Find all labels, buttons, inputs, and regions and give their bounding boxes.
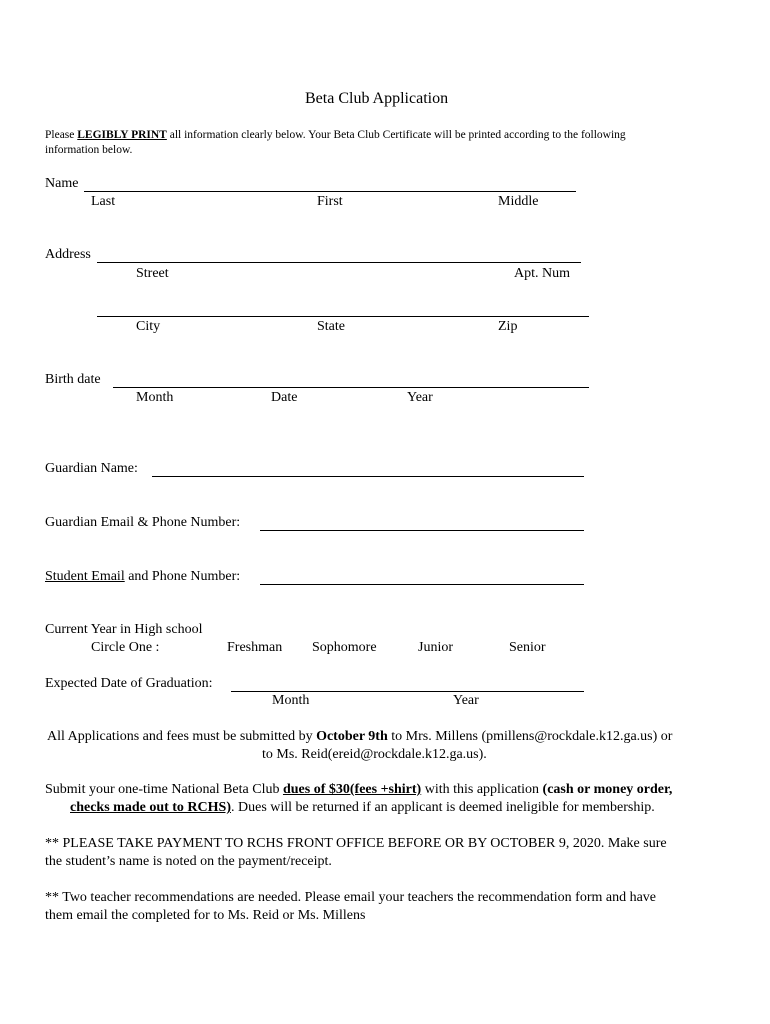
dues-f: . Dues will be returned if an applicant is deemed ineligible for membership. [231,800,655,815]
name-sub-first: First [317,194,343,209]
birth-sub-date: Date [271,390,298,405]
address-sub-state: State [317,319,345,334]
dues-line1 [45,782,672,798]
address-sub-apt: Apt. Num [514,266,570,281]
guardian-contact-line[interactable] [260,530,584,531]
birth-date-label: Birth date [45,372,101,387]
address-sub-city: City [136,319,161,334]
option-sophomore[interactable]: Sophomore [312,640,377,655]
address-city-line[interactable] [97,316,589,317]
graduation-sub-month: Month [272,693,310,708]
dues-amount: dues of $30(fees +shirt) [282,782,422,797]
dues-payment-method: (cash or money order, [542,782,673,797]
option-freshman[interactable]: Freshman [227,640,283,655]
recommendation-note-line2: them email the completed for to Ms. Reid or Ms. Millens [45,908,366,923]
birth-sub-year: Year [407,390,433,405]
address-sub-zip: Zip [498,319,518,334]
student-email-underlined: Student Email [45,569,125,584]
dues-checks: checks made out to RCHS) [70,800,231,815]
graduation-label: Expected Date of Graduation: [45,676,213,691]
submission-p1c: to Mrs. Millens (pmillens@rockdale.k12.ga.us) or [387,729,673,744]
submission-line1 [47,729,672,745]
recommendation-note-line1: ** Two teacher recommendations are needed. Please email your teachers the recommendation form and have [45,890,657,905]
dues-line2 [70,800,655,816]
graduation-sub-year: Year [453,693,479,708]
address-street-line[interactable] [97,262,581,263]
student-contact-line[interactable] [260,584,584,585]
address-label: Address [45,247,91,262]
circle-one-label: Circle One : [91,640,160,655]
submission-p1a: All Applications and fees must be submitted by [47,729,317,744]
student-contact-rest: and Phone Number: [124,569,241,584]
dues-c: with this application [421,782,543,797]
intro-part1: Please [45,129,78,141]
submission-line2: to Ms. Reid(ereid@rockdale.k12.ga.us). [262,747,487,762]
guardian-name-line[interactable] [152,476,584,477]
student-contact-label [45,569,240,585]
current-year-label: Current Year in High school [45,622,203,637]
name-input-line[interactable] [84,191,576,192]
birth-date-line[interactable] [113,387,589,388]
option-junior[interactable]: Junior [418,640,453,655]
guardian-contact-label: Guardian Email & Phone Number: [45,515,241,530]
intro-emphasis: LEGIBLY PRINT [77,129,167,141]
intro-line2: information below. [45,144,133,156]
guardian-name-label: Guardian Name: [45,461,138,476]
dues-a: Submit your one-time National Beta Club [45,782,283,797]
intro-text [45,128,626,143]
intro-part2: all information clearly below. Your Beta Club Certificate will be printed according to the following [166,129,626,141]
name-sub-middle: Middle [498,194,539,209]
payment-note-line2: the student’s name is noted on the payment/receipt. [45,854,332,869]
name-sub-last: Last [91,194,116,209]
payment-note-line1: ** PLEASE TAKE PAYMENT TO RCHS FRONT OFFICE BEFORE OR BY OCTOBER 9, 2020. Make sure [45,836,667,851]
birth-sub-month: Month [136,390,174,405]
option-senior[interactable]: Senior [509,640,546,655]
page-title: Beta Club Application [305,90,449,107]
address-sub-street: Street [136,266,169,281]
name-label: Name [45,176,79,191]
graduation-line[interactable] [231,691,584,692]
submission-deadline: October 9th [316,729,388,744]
